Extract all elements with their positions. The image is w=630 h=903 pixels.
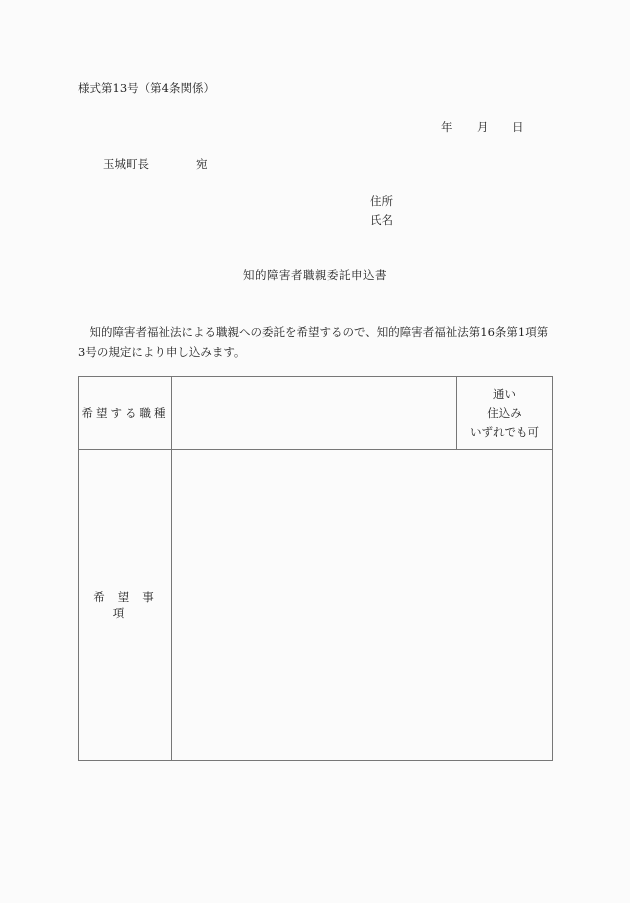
commute-options-cell bbox=[457, 377, 553, 450]
desired-job-label-cell bbox=[79, 377, 172, 450]
table-row-desired-job bbox=[79, 377, 553, 450]
addressee: 玉城町長 bbox=[103, 157, 149, 171]
date-year-label: 年 bbox=[441, 120, 453, 134]
requests-input-cell[interactable] bbox=[172, 450, 553, 761]
table-row-requests bbox=[79, 450, 553, 761]
name-label: 氏名 bbox=[370, 213, 393, 227]
document-title: 知的障害者職親委託申込書 bbox=[243, 268, 387, 282]
desired-job-input-cell[interactable] bbox=[172, 377, 457, 450]
honorific: 宛 bbox=[196, 157, 208, 171]
option-commute[interactable]: 通い bbox=[493, 386, 516, 401]
requests-label: 希望事項 bbox=[93, 590, 167, 620]
form-number: 様式第13号（第4条関係） bbox=[78, 81, 215, 95]
requests-label-cell bbox=[79, 450, 172, 761]
address-label: 住所 bbox=[370, 194, 393, 208]
desired-job-label: 希望する職種 bbox=[81, 406, 169, 420]
option-live-in[interactable]: 住込み bbox=[487, 405, 522, 420]
option-either[interactable]: いずれでも可 bbox=[470, 424, 539, 439]
date-day-label: 日 bbox=[512, 120, 524, 134]
application-table bbox=[78, 376, 553, 761]
body-paragraph: 知的障害者福祉法による職親への委託を希望するので、知的障害者福祉法第16条第1項第3号の規定により申し込みます。 bbox=[78, 325, 549, 359]
date-month-label: 月 bbox=[477, 120, 489, 134]
